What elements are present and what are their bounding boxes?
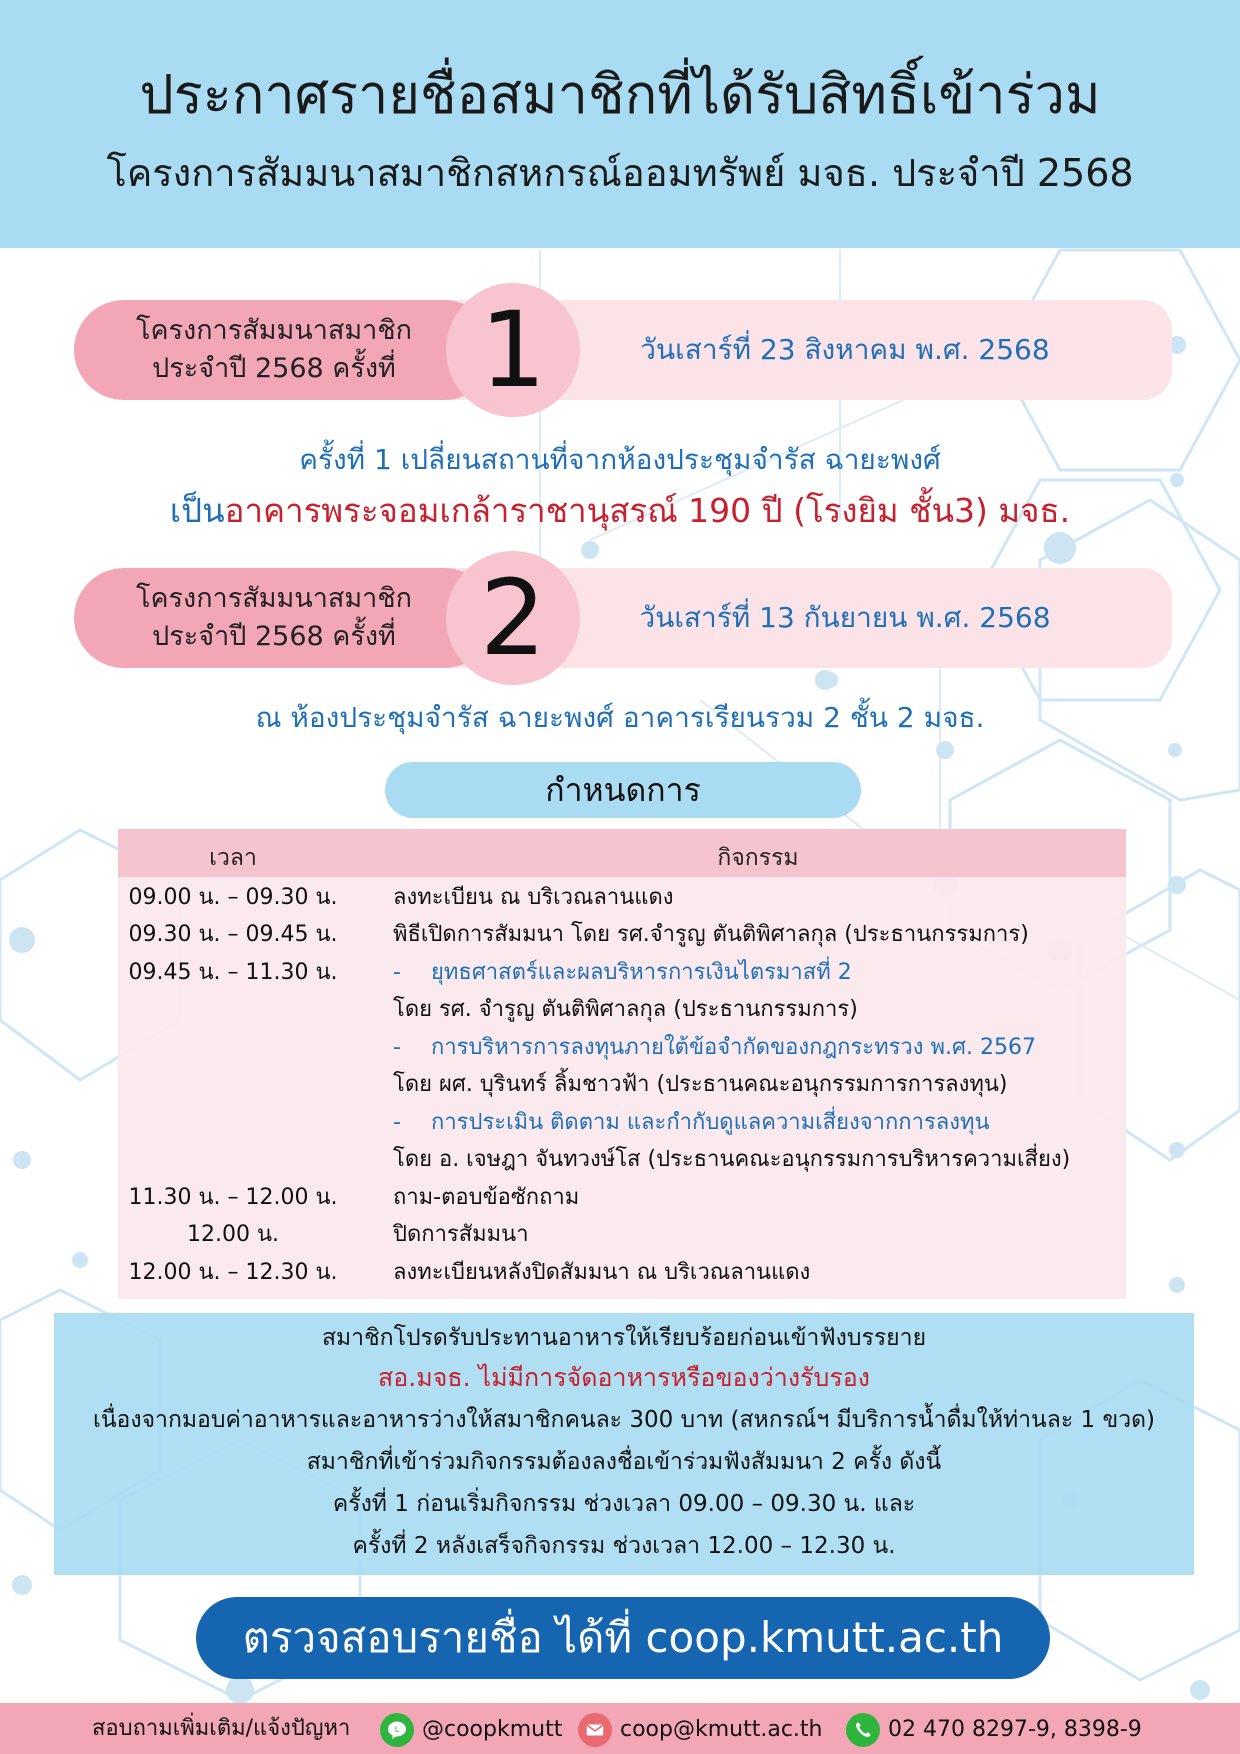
table-row xyxy=(118,954,1126,991)
table-row xyxy=(118,1216,1126,1253)
table-row xyxy=(118,879,1126,916)
row-activity-topic xyxy=(393,1104,1123,1141)
notice-line-3: เนื่องจากมอบค่าอาหารและอาหารว่างให้สมาชิกคนละ 300 บาท (สหกรณ์ฯ มีบริการน้ำดื่มให้ท่านละ 1 ขวด) xyxy=(92,1407,1156,1433)
row-activity: ลงทะเบียน ณ บริเวณลานแดง xyxy=(393,885,674,910)
venue-change-note: ครั้งที่ 1 เปลี่ยนสถานที่จากห้องประชุมจำรัส ฉายะพงศ์ xyxy=(299,443,941,476)
row-time: 11.30 น. – 12.00 น. xyxy=(128,1185,338,1210)
session-2-label-line2: ประจำปี 2568 ครั้งที่ xyxy=(152,621,396,652)
row-activity-topic xyxy=(393,1029,1123,1066)
contact-label: สอบถามเพิ่มเติม/แจ้งปัญหา xyxy=(92,1716,351,1741)
row-activity: ถาม-ตอบข้อซักถาม xyxy=(393,1185,580,1210)
email-contact[interactable] xyxy=(578,1713,822,1747)
line-app-icon xyxy=(380,1713,414,1747)
topic-text: การประเมิน ติดตาม และกำกับดูแลความเสี่ยงจากการลงทุน xyxy=(431,1110,990,1135)
page-title: ประกาศรายชื่อสมาชิกที่ได้รับสิทธิ์เข้าร่วม xyxy=(139,63,1101,126)
phone-icon xyxy=(846,1713,880,1747)
row-activity-speaker: โดย รศ. จำรูญ ตันติพิศาลกุล (ประธานกรรมการ) xyxy=(393,997,858,1022)
session-2-venue: ณ ห้องประชุมจำรัส ฉายะพงศ์ อาคารเรียนรวม 2 ชั้น 2 มจธ. xyxy=(255,701,985,734)
row-time: 12.00 น. xyxy=(186,1222,279,1247)
row-activity-speaker: โดย อ. เจษฎา จันทวงษ์โส (ประธานคณะอนุกรรมการบริหารความเสี่ยง) xyxy=(393,1147,1071,1172)
topic-text: การบริหารการลงทุนภายใต้ข้อจำกัดของกฎกระทรวง พ.ศ. 2567 xyxy=(431,1035,1036,1060)
table-row xyxy=(118,1141,1126,1178)
schedule-table xyxy=(118,829,1126,1299)
session-2-label xyxy=(74,568,494,668)
row-activity: ลงทะเบียนหลังปิดสัมมนา ณ บริเวณลานแดง xyxy=(393,1260,811,1285)
session-1-date: วันเสาร์ที่ 23 สิงหาคม พ.ศ. 2568 xyxy=(640,333,1050,366)
schedule-title: กำหนดการ xyxy=(385,762,861,818)
check-names-link[interactable]: ตรวจสอบรายชื่อ ได้ที่ coop.kmutt.ac.th xyxy=(196,1597,1050,1679)
row-time: 09.45 น. – 11.30 น. xyxy=(128,960,338,985)
table-row xyxy=(118,1179,1126,1216)
session-2-date: วันเสาร์ที่ 13 กันยายน พ.ศ. 2568 xyxy=(639,601,1051,634)
session-1-number-badge: 1 xyxy=(446,283,580,417)
session-1-label-line1: โครงการสัมมนาสมาชิก xyxy=(135,315,413,346)
session-2-number-badge: 2 xyxy=(446,551,580,685)
table-row xyxy=(118,916,1126,953)
line-contact[interactable] xyxy=(380,1713,562,1747)
column-header-activity: กิจกรรม xyxy=(717,845,799,871)
row-activity: พิธีเปิดการสัมมนา โดย รศ.จำรูญ ตันติพิศาลกุล (ประธานกรรมการ) xyxy=(393,922,1029,947)
venue-change-new-location xyxy=(0,489,1240,533)
table-row xyxy=(118,991,1126,1028)
notice-line-1: สมาชิกโปรดรับประทานอาหารให้เรียบร้อยก่อนเข้าฟังบรรยาย xyxy=(321,1325,927,1351)
contact-footer xyxy=(0,1703,1240,1754)
email-address: coop@kmutt.ac.th xyxy=(620,1717,823,1742)
bullet-dash: - xyxy=(393,1110,401,1135)
svg-text:L: L xyxy=(394,1725,400,1734)
bullet-dash: - xyxy=(393,1035,401,1060)
notice-no-food: สอ.มจธ. ไม่มีการจัดอาหารหรือของว่างรับรอง xyxy=(378,1363,870,1392)
session-2-label-line1: โครงการสัมมนาสมาชิก xyxy=(135,583,413,614)
row-activity: ปิดการสัมมนา xyxy=(393,1222,529,1247)
notice-line-5: ครั้งที่ 1 ก่อนเริ่มกิจกรรม ช่วงเวลา 09.00 – 09.30 น. และ xyxy=(332,1491,916,1517)
table-row xyxy=(118,1066,1126,1103)
row-activity-topic xyxy=(393,954,1123,991)
schedule-table-header xyxy=(118,829,1126,877)
table-row xyxy=(118,1254,1126,1291)
notice-line-6: ครั้งที่ 2 หลังเสร็จกิจกรรม ช่วงเวลา 12.00 – 12.30 น. xyxy=(352,1533,896,1559)
email-icon xyxy=(578,1713,612,1747)
row-activity-speaker: โดย ผศ. บุรินทร์ ลิ้มชาวฟ้า (ประธานคณะอนุกรรมการการลงทุน) xyxy=(393,1072,1008,1097)
column-header-time: เวลา xyxy=(209,845,257,871)
session-1-label-line2: ประจำปี 2568 ครั้งที่ xyxy=(152,353,396,384)
line-id: @coopkmutt xyxy=(422,1717,563,1742)
phone-contact[interactable] xyxy=(846,1713,1142,1747)
meal-notice-box xyxy=(54,1313,1194,1575)
phone-number: 02 470 8297-9, 8398-9 xyxy=(888,1717,1142,1742)
row-time: 12.00 น. – 12.30 น. xyxy=(128,1260,338,1285)
venue-change-prefix: เป็น xyxy=(169,491,225,530)
table-row xyxy=(118,1104,1126,1141)
bullet-dash: - xyxy=(393,960,401,985)
topic-text: ยุทธศาสตร์และผลบริหารการเงินไตรมาสที่ 2 xyxy=(431,960,852,985)
notice-line-4: สมาชิกที่เข้าร่วมกิจกรรมต้องลงชื่อเข้าร่วมฟังสัมมนา 2 ครั้ง ดังนี้ xyxy=(306,1449,942,1475)
session-1-label xyxy=(74,300,494,400)
venue-change-highlight: อาคารพระจอมเกล้าราชานุสรณ์ 190 ปี (โรงยิม ชั้น3) มจธ. xyxy=(224,491,1071,530)
table-row xyxy=(118,1029,1126,1066)
row-time: 09.00 น. – 09.30 น. xyxy=(128,885,338,910)
page-subtitle: โครงการสัมมนาสมาชิกสหกรณ์ออมทรัพย์ มจธ. ประจำปี 2568 xyxy=(106,151,1134,195)
row-time: 09.30 น. – 09.45 น. xyxy=(128,922,338,947)
